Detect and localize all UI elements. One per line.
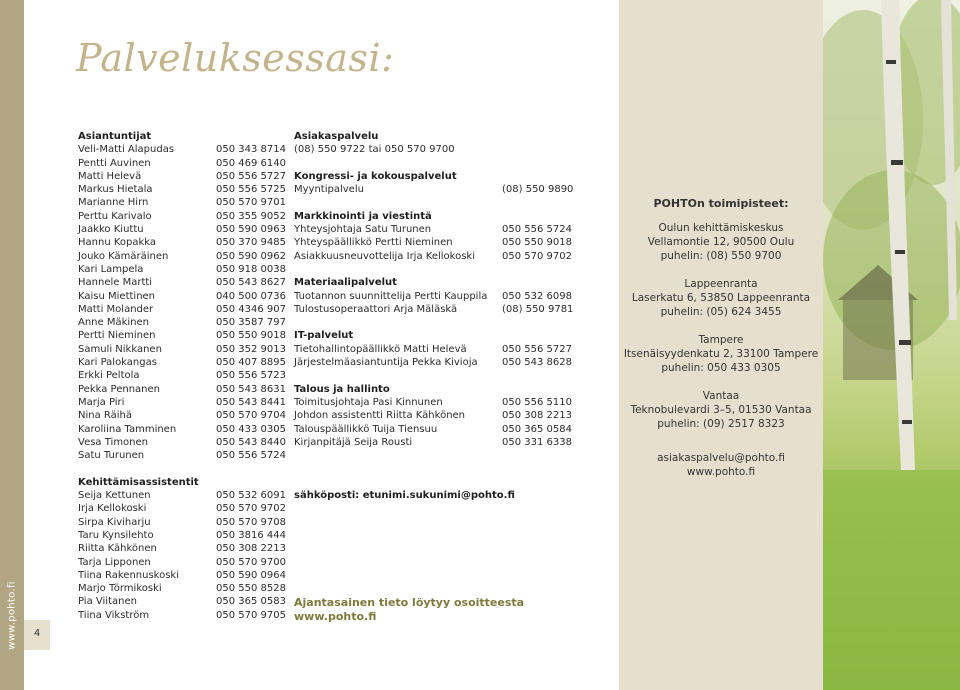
list-item (294, 183, 584, 196)
congress-list (294, 183, 584, 196)
phone-number: 050 331 6338 (502, 436, 572, 448)
list-item (78, 236, 286, 249)
person-name: Tiina Rakennuskoski (78, 569, 180, 581)
website-note-link[interactable]: www.pohto.fi (294, 610, 377, 623)
person-name: Seija Kettunen (78, 490, 151, 502)
list-item (294, 223, 584, 236)
phone-number: 050 570 9702 (216, 503, 286, 515)
phone-number: 050 556 5110 (502, 396, 572, 408)
list-item (78, 276, 286, 289)
list-item (294, 236, 584, 249)
website-note-text: Ajantasainen tieto löytyy osoitteesta (294, 596, 525, 609)
person-name: Karoliina Tamminen (78, 423, 177, 435)
office-phone: puhelin: 050 433 0305 (661, 362, 781, 374)
person-name: Irja Kellokoski (78, 503, 147, 515)
contact-email[interactable]: asiakaspalvelu@pohto.fi (657, 452, 785, 464)
birch-park-photo (823, 0, 960, 690)
list-item (78, 303, 286, 316)
phone-number: 050 4346 907 (216, 303, 286, 315)
phone-number: 050 543 8628 (502, 357, 572, 369)
person-name: Myyntipalvelu (294, 184, 364, 196)
list-item (78, 502, 286, 515)
person-name: Marianne Hirn (78, 197, 149, 209)
contact-web[interactable]: www.pohto.fi (686, 466, 756, 478)
person-name: Johdon assistentti Riitta Kähkönen (294, 410, 466, 422)
list-item (78, 529, 286, 542)
phone-number: 050 433 0305 (216, 423, 286, 435)
person-name: Tietohallintopäällikkö Matti Helevä (294, 343, 467, 355)
list-item (78, 196, 286, 209)
phone-number: 050 352 9013 (216, 343, 286, 355)
phone-number: 050 570 9700 (216, 556, 286, 568)
phone-number: 050 550 9018 (216, 330, 286, 342)
person-name: Riitta Kähkönen (78, 543, 157, 555)
list-item (78, 250, 286, 263)
person-name: Pekka Pennanen (78, 383, 160, 395)
person-name: Pertti Nieminen (78, 330, 156, 342)
person-name: Asiakkuusneuvottelija Irja Kellokoski (294, 250, 475, 262)
marketing-list (294, 223, 584, 263)
list-item (78, 210, 286, 223)
list-item (78, 489, 286, 502)
list-item (78, 409, 286, 422)
phone-number: 050 570 9701 (216, 197, 286, 209)
phone-number: 050 308 2213 (216, 543, 286, 555)
page-title: Palveluksessasi: (76, 36, 395, 80)
section-heading-assistants: Kehittämisassistentit (78, 476, 199, 488)
list-item (78, 143, 286, 156)
person-name: Taru Kynsilehto (78, 529, 154, 541)
person-name: Marjo Törmikoski (78, 583, 162, 595)
list-item (78, 595, 286, 608)
services-column (294, 130, 584, 502)
phone-number: 050 543 8627 (216, 277, 286, 289)
page-number-box (24, 620, 50, 650)
left-strip (0, 0, 24, 690)
birch-tree-illustration (823, 0, 960, 690)
offices-content (619, 197, 823, 479)
office-address: Laserkatu 6, 53850 Lappeenranta (631, 292, 811, 304)
list-item (294, 303, 584, 316)
office-name: Vantaa (702, 390, 740, 402)
list-item (78, 542, 286, 555)
office-phone: puhelin: (05) 624 3455 (660, 306, 782, 318)
list-item (78, 290, 286, 303)
section-heading-marketing: Markkinointi ja viestintä (294, 210, 432, 222)
office-block (619, 333, 823, 375)
phone-number: 050 543 8631 (216, 383, 286, 395)
it-list (294, 343, 584, 370)
phone-number: (08) 550 9781 (502, 303, 574, 315)
list-item (294, 436, 584, 449)
phone-number: 050 550 8528 (216, 583, 286, 595)
page-number: 4 (33, 628, 41, 639)
phone-number: 050 570 9708 (216, 516, 286, 528)
experts-list (78, 143, 286, 462)
person-name: Samuli Nikkanen (78, 343, 162, 355)
list-item (78, 556, 286, 569)
phone-number: 050 550 9018 (502, 237, 572, 249)
section-heading-materials: Materiaalipalvelut (294, 277, 397, 289)
section-heading-congress: Kongressi- ja kokouspalvelut (294, 170, 457, 182)
person-name: Perttu Karivalo (78, 210, 152, 222)
list-item (294, 409, 584, 422)
phone-number: 050 556 5727 (502, 343, 572, 355)
list-item (78, 383, 286, 396)
office-block (619, 277, 823, 319)
office-address: Teknobulevardi 3–5, 01530 Vantaa (630, 404, 812, 416)
phone-number: 050 3587 797 (216, 317, 286, 329)
person-name: Talouspäällikkö Tuija Tiensuu (294, 423, 438, 435)
phone-number: 050 570 9705 (216, 609, 286, 621)
phone-number: 050 532 6091 (216, 490, 286, 502)
finance-list (294, 396, 584, 449)
person-name: Tuotannon suunnittelija Pertti Kauppila (294, 290, 488, 302)
phone-number: 050 590 0962 (216, 250, 286, 262)
office-address: Itsenäisyydenkatu 2, 33100 Tampere (623, 348, 819, 360)
person-name: Hannu Kopakka (78, 237, 157, 249)
person-name: Yhteysjohtaja Satu Turunen (294, 224, 432, 236)
contact-block (619, 451, 823, 479)
phone-number: 040 500 0736 (216, 290, 286, 302)
phone-number: 050 532 6098 (502, 290, 572, 302)
materials-list (294, 290, 584, 317)
list-item (78, 157, 286, 170)
person-name: Kari Palokangas (78, 357, 157, 369)
list-item (78, 449, 286, 462)
list-item (78, 356, 286, 369)
office-name: Oulun kehittämiskeskus (658, 222, 784, 234)
office-name: Tampere (698, 334, 744, 346)
offices-title: POHTOn toimipisteet: (653, 197, 789, 210)
phone-number: 050 355 9052 (216, 210, 286, 222)
person-name: Järjestelmäasiantuntija Pekka Kivioja (294, 357, 478, 369)
assistants-list (78, 489, 286, 622)
phone-number: 050 590 0964 (216, 569, 286, 581)
phone-number: (08) 550 9890 (502, 184, 574, 196)
person-name: Matti Helevä (78, 170, 142, 182)
person-name: Kaisu Miettinen (78, 290, 156, 302)
staff-column (78, 130, 286, 622)
person-name: Erkki Peltola (78, 370, 140, 382)
person-name: Jouko Kämäräinen (78, 250, 169, 262)
person-name: Satu Turunen (78, 450, 145, 462)
person-name: Toimitusjohtaja Pasi Kinnunen (294, 396, 443, 408)
side-url: www.pohto.fi (6, 581, 18, 650)
person-name: Hannele Martti (78, 277, 153, 289)
person-name: Pia Viitanen (78, 596, 137, 608)
list-item (78, 569, 286, 582)
phone-number: 050 543 8441 (216, 396, 286, 408)
website-note (294, 596, 524, 624)
list-item (78, 316, 286, 329)
phone-number: 050 365 0584 (502, 423, 572, 435)
person-name: Kirjanpitäjä Seija Rousti (294, 436, 413, 448)
phone-number: 050 469 6140 (216, 157, 286, 169)
list-item (294, 396, 584, 409)
person-name: Markus Hietala (78, 184, 153, 196)
phone-number: 050 543 8440 (216, 436, 286, 448)
person-name: Yhteyspäällikkö Pertti Nieminen (294, 237, 453, 249)
list-item (78, 423, 286, 436)
office-address: Vellamontie 12, 90500 Oulu (647, 236, 795, 248)
phone-number: 050 370 9485 (216, 237, 286, 249)
phone-number: 050 365 0583 (216, 596, 286, 608)
list-item (78, 343, 286, 356)
phone-number: 050 556 5727 (216, 170, 286, 182)
phone-number: 050 556 5724 (502, 224, 572, 236)
person-name: Marja Piri (78, 396, 125, 408)
person-name: Veli-Matti Alapudas (78, 144, 175, 156)
list-item (78, 223, 286, 236)
section-heading-customer-service: Asiakaspalvelu (294, 131, 379, 142)
person-name: Vesa Timonen (78, 436, 148, 448)
customer-service-line: (08) 550 9722 tai 050 570 9700 (294, 144, 455, 156)
person-name: Jaakko Kiuttu (78, 224, 144, 236)
phone-number: 050 590 0963 (216, 224, 286, 236)
list-item (78, 582, 286, 595)
phone-number: 050 343 8714 (216, 144, 286, 156)
person-name: Nina Räihä (78, 410, 133, 422)
list-item (78, 369, 286, 382)
list-item (294, 290, 584, 303)
office-phone: puhelin: (09) 2517 8323 (657, 418, 785, 430)
office-block (619, 221, 823, 263)
list-item (78, 436, 286, 449)
email-format: sähköposti: etunimi.sukunimi@pohto.fi (294, 490, 515, 502)
phone-number: 050 570 9704 (216, 410, 286, 422)
list-item (294, 250, 584, 263)
person-name: Anne Mäkinen (78, 317, 150, 329)
list-item (78, 263, 286, 276)
person-name: Matti Molander (78, 303, 154, 315)
section-heading-experts: Asiantuntijat (78, 131, 152, 142)
office-phone: puhelin: (08) 550 9700 (660, 250, 782, 262)
phone-number: 050 918 0038 (216, 263, 286, 275)
person-name: Tulostusoperaattori Arja Mäläskä (294, 303, 458, 315)
office-name: Lappeenranta (684, 278, 758, 290)
phone-number: 050 556 5725 (216, 184, 286, 196)
list-item (294, 356, 584, 369)
list-item (78, 329, 286, 342)
phone-number: 050 407 8895 (216, 357, 286, 369)
list-item (294, 343, 584, 356)
phone-number: 050 556 5723 (216, 370, 286, 382)
phone-number: 050 3816 444 (216, 529, 286, 541)
list-item (78, 609, 286, 622)
list-item (78, 183, 286, 196)
person-name: Tiina Vikström (78, 609, 150, 621)
office-block (619, 389, 823, 431)
section-heading-it: IT-palvelut (294, 330, 354, 342)
person-name: Pentti Auvinen (78, 157, 151, 169)
list-item (78, 396, 286, 409)
list-item (78, 516, 286, 529)
person-name: Sirpa Kiviharju (78, 516, 151, 528)
list-item (294, 423, 584, 436)
offices-list (619, 221, 823, 431)
phone-number: 050 308 2213 (502, 410, 572, 422)
list-item (78, 170, 286, 183)
phone-number: 050 556 5724 (216, 450, 286, 462)
section-heading-finance: Talous ja hallinto (294, 383, 390, 395)
person-name: Kari Lampela (78, 263, 144, 275)
phone-number: 050 570 9702 (502, 250, 572, 262)
offices-panel (619, 0, 823, 690)
person-name: Tarja Lipponen (78, 556, 151, 568)
